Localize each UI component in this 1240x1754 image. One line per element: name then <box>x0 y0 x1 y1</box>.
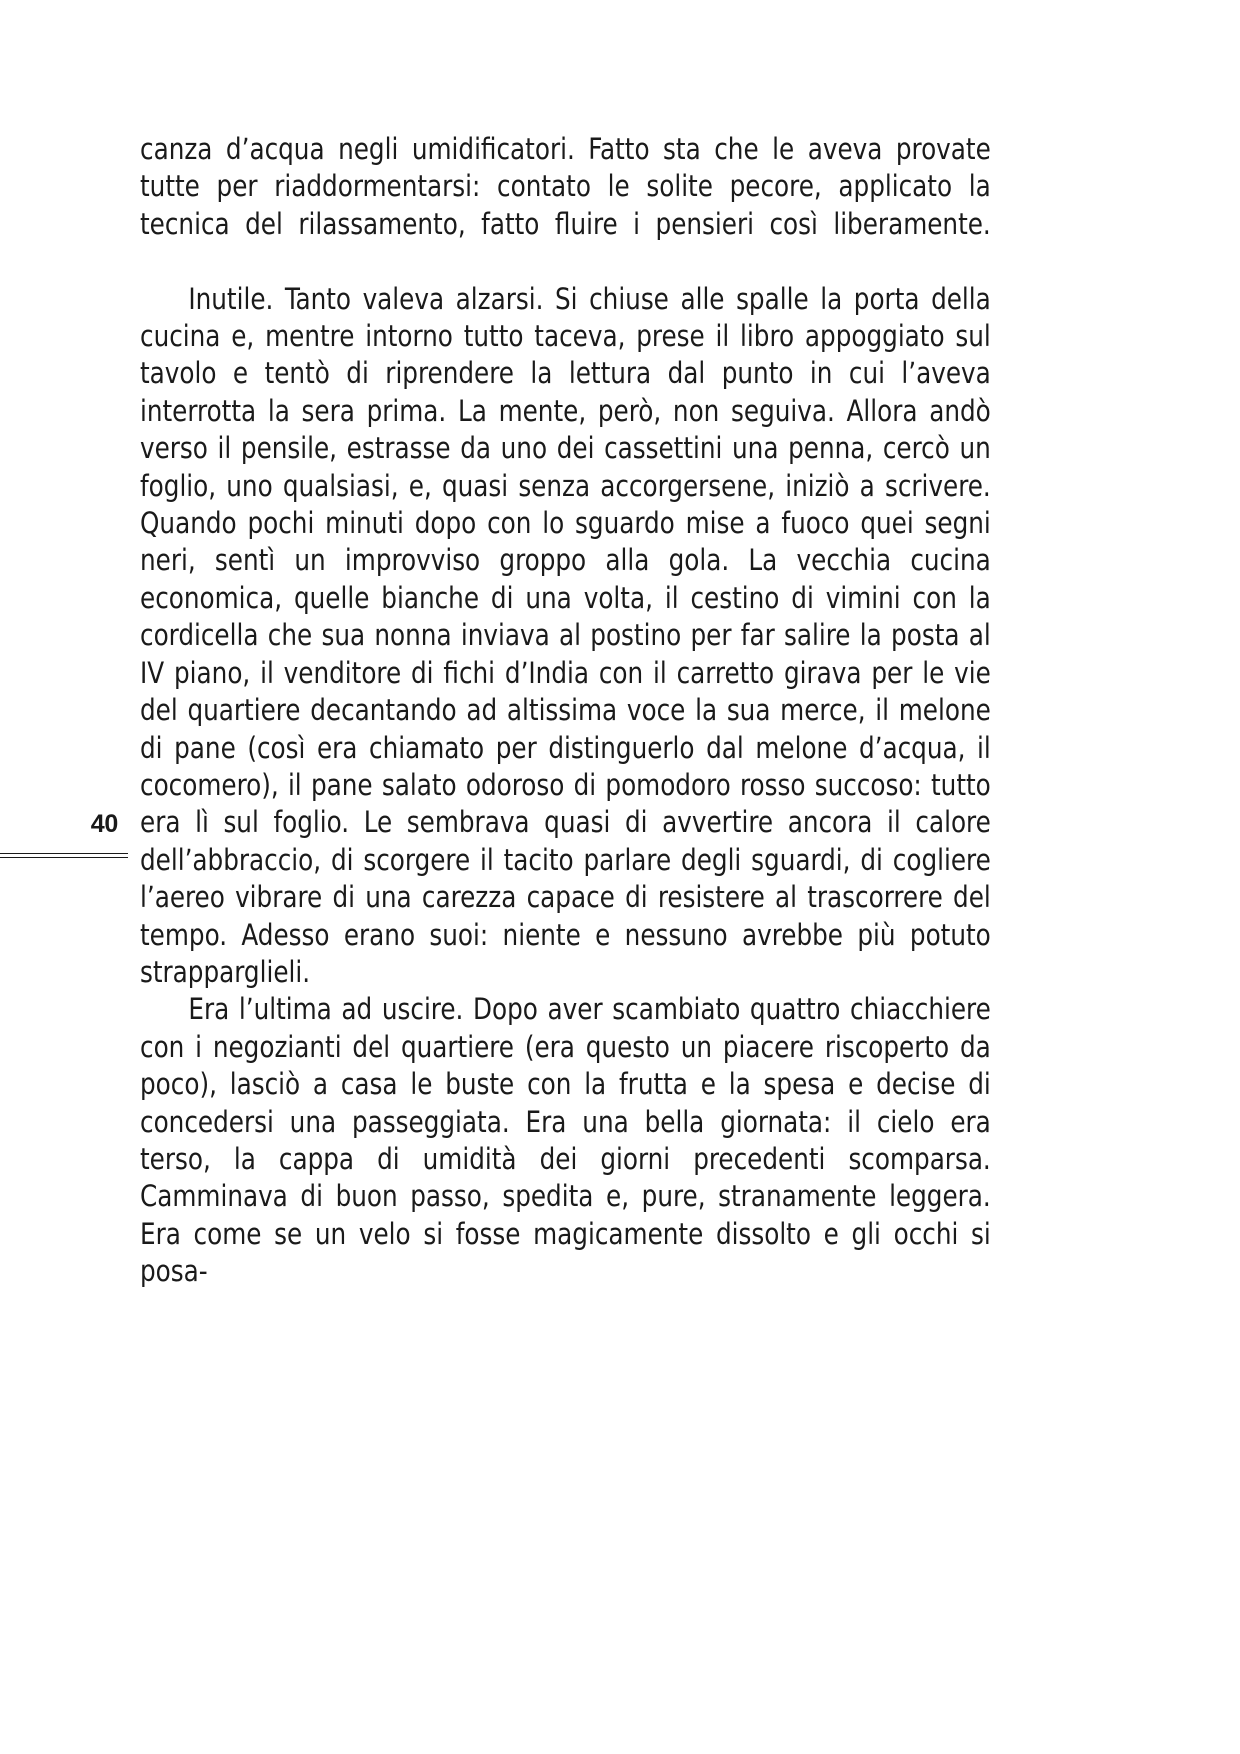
page-number: 40 <box>90 810 118 838</box>
paragraph-1 <box>140 131 991 281</box>
folio-rule <box>0 853 128 858</box>
paragraph-1-text: canza d’acqua negli umidificatori. Fatto sta che le aveva provate tutte per riaddormentarsi: contato le solite pecore, applicato la tecnica del rilassamento, fatto fluire i pensieri così liberamente. <box>140 132 991 241</box>
body-text-column <box>140 131 991 1328</box>
paragraph-2 <box>140 281 991 992</box>
paragraph-3-text: Era l’ultima ad uscire. Dopo aver scambiato quattro chiacchiere con i negozianti del quartiere (era questo un piacere riscoperto da poco), lasciò a casa le buste con la frutta e la spesa e decise di concedersi una passeggiata. Era una bella giornata: il cielo era terso, la cappa di umidità dei giorni precedenti scomparsa. Camminava di buon passo, spedita e, pure, stranamente leggera. Era come se un velo si fosse magicamente dissolto e gli occhi si posa- <box>140 992 991 1289</box>
paragraph-3 <box>140 991 991 1328</box>
paragraph-2-text: Inutile. Tanto valeva alzarsi. Si chiuse alle spalle la porta della cucina e, mentre intorno tutto taceva, prese il libro appoggiato sul tavolo e tentò di riprendere la lettura dal punto in cui l’aveva interrotta la sera prima. La mente, però, non seguiva. Allora andò verso il pensile, estrasse da uno dei cassettini una penna, cercò un foglio, uno qualsiasi, e, quasi senza accorgersene, iniziò a scrivere. Quando pochi minuti dopo con lo sguardo mise a fuoco quei segni neri, sentì un improvviso groppo alla gola. La vecchia cucina economica, quelle bianche di una volta, il cestino di vimini con la cordicella che sua nonna inviava al postino per far salire la posta al IV piano, il venditore di fichi d’India con il carretto girava per le vie del quartiere decantando ad altissima voce la sua merce, il melone di pane (così era chiamato per distinguerlo dal melone d’acqua, il cocomero), il pane salato odoroso di pomodoro rosso succoso: tutto era lì sul foglio. Le sembrava quasi di avvertire ancora il calore dell’abbraccio, di scorgere il tacito parlare degli sguardi, di cogliere l’aereo vibrare di una carezza capace di resistere al trascorrere del tempo. Adesso erano suoi: niente e nessuno avrebbe più potuto strapparglieli. <box>140 281 991 989</box>
folio-block <box>0 812 128 858</box>
